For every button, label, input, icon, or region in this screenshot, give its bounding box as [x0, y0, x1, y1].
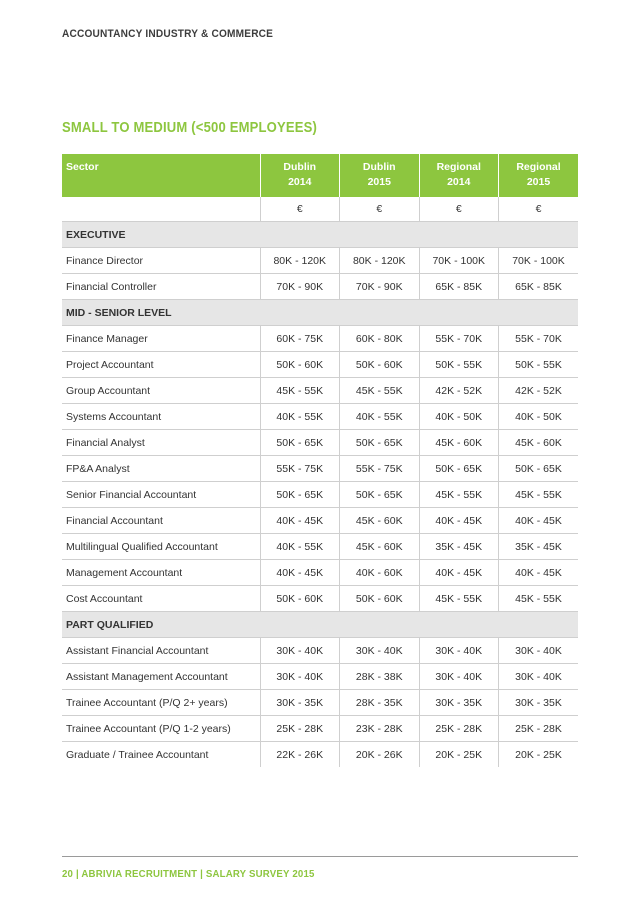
salary-cell: 45K - 55K [419, 586, 499, 612]
salary-cell: 28K - 35K [340, 690, 420, 716]
role-label: Assistant Financial Accountant [62, 638, 260, 664]
salary-cell: 30K - 40K [499, 638, 579, 664]
column-header-line2: 2015 [367, 176, 391, 188]
role-label: Trainee Accountant (P/Q 2+ years) [62, 690, 260, 716]
salary-cell: 50K - 60K [340, 586, 420, 612]
salary-cell: 30K - 35K [260, 690, 340, 716]
salary-cell: 40K - 60K [340, 560, 420, 586]
role-label: Management Accountant [62, 560, 260, 586]
column-header [419, 154, 499, 197]
table-row [62, 482, 578, 508]
footer-divider [62, 856, 578, 857]
column-header-line2: 2014 [447, 176, 471, 188]
role-label: Graduate / Trainee Accountant [62, 742, 260, 768]
table-row [62, 534, 578, 560]
salary-cell: 45K - 55K [499, 586, 579, 612]
column-header-line2: 2015 [526, 176, 551, 188]
column-header-sector [62, 154, 260, 197]
currency-blank-cell [62, 197, 260, 222]
table-row [62, 404, 578, 430]
salary-cell: 40K - 55K [340, 404, 420, 430]
salary-cell: 40K - 45K [419, 508, 499, 534]
role-label: FP&A Analyst [62, 456, 260, 482]
currency-cell: € [260, 197, 340, 222]
table-row [62, 248, 578, 274]
salary-cell: 70K - 90K [260, 274, 340, 300]
table-row [62, 690, 578, 716]
salary-cell: 20K - 26K [340, 742, 420, 768]
column-header-line2: 2014 [288, 176, 312, 188]
table-row [62, 326, 578, 352]
currency-cell: € [419, 197, 499, 222]
salary-cell: 45K - 55K [260, 378, 340, 404]
role-label: Project Accountant [62, 352, 260, 378]
salary-cell: 35K - 45K [419, 534, 499, 560]
salary-cell: 40K - 55K [260, 534, 340, 560]
salary-cell: 50K - 60K [260, 586, 340, 612]
currency-row [62, 197, 578, 222]
salary-cell: 45K - 55K [499, 482, 579, 508]
salary-cell: 55K - 75K [340, 456, 420, 482]
salary-cell: 30K - 40K [419, 638, 499, 664]
section-title: SMALL TO MEDIUM (<500 EMPLOYEES) [62, 120, 318, 136]
salary-cell: 50K - 65K [419, 456, 499, 482]
salary-cell: 50K - 55K [419, 352, 499, 378]
salary-cell: 25K - 28K [419, 716, 499, 742]
salary-cell: 23K - 28K [340, 716, 420, 742]
salary-cell: 30K - 35K [499, 690, 579, 716]
salary-cell: 50K - 65K [260, 430, 340, 456]
currency-cell: € [499, 197, 579, 222]
salary-cell: 30K - 35K [419, 690, 499, 716]
table-row [62, 586, 578, 612]
role-label: Senior Financial Accountant [62, 482, 260, 508]
table-row [62, 716, 578, 742]
salary-cell: 25K - 28K [499, 716, 579, 742]
salary-cell: 25K - 28K [260, 716, 340, 742]
salary-cell: 30K - 40K [260, 664, 340, 690]
role-label: Multilingual Qualified Accountant [62, 534, 260, 560]
salary-cell: 35K - 45K [499, 534, 579, 560]
salary-cell: 30K - 40K [419, 664, 499, 690]
role-label: Systems Accountant [62, 404, 260, 430]
role-label: Financial Accountant [62, 508, 260, 534]
salary-cell: 45K - 55K [340, 378, 420, 404]
salary-table [62, 154, 578, 767]
column-header [340, 154, 420, 197]
salary-cell: 55K - 75K [260, 456, 340, 482]
salary-cell: 70K - 100K [419, 248, 499, 274]
role-label: Group Accountant [62, 378, 260, 404]
salary-cell: 45K - 60K [499, 430, 579, 456]
salary-cell: 60K - 75K [260, 326, 340, 352]
role-label: Financial Analyst [62, 430, 260, 456]
table-row [62, 430, 578, 456]
salary-cell: 70K - 100K [499, 248, 579, 274]
salary-cell: 42K - 52K [419, 378, 499, 404]
column-header [499, 154, 579, 197]
salary-cell: 42K - 52K [499, 378, 579, 404]
table-row [62, 456, 578, 482]
section-row [62, 300, 578, 326]
salary-cell: 30K - 40K [499, 664, 579, 690]
salary-cell: 65K - 85K [499, 274, 579, 300]
salary-cell: 40K - 45K [260, 560, 340, 586]
salary-cell: 22K - 26K [260, 742, 340, 768]
role-label: Finance Director [62, 248, 260, 274]
table-body [62, 197, 578, 767]
table-row [62, 378, 578, 404]
salary-cell: 40K - 45K [499, 508, 579, 534]
column-header-line1: Regional [436, 161, 481, 173]
salary-cell: 50K - 65K [499, 456, 579, 482]
role-label: Cost Accountant [62, 586, 260, 612]
salary-cell: 80K - 120K [260, 248, 340, 274]
column-header-line1: Dublin [283, 161, 317, 173]
salary-cell: 40K - 45K [419, 560, 499, 586]
salary-cell: 40K - 50K [419, 404, 499, 430]
salary-cell: 30K - 40K [340, 638, 420, 664]
section-row [62, 222, 578, 248]
salary-cell: 20K - 25K [499, 742, 579, 768]
salary-cell: 20K - 25K [419, 742, 499, 768]
salary-cell: 40K - 50K [499, 404, 579, 430]
section-label: EXECUTIVE [62, 222, 578, 248]
salary-cell: 50K - 60K [260, 352, 340, 378]
salary-cell: 30K - 40K [260, 638, 340, 664]
role-label: Assistant Management Accountant [62, 664, 260, 690]
role-label: Trainee Accountant (P/Q 1-2 years) [62, 716, 260, 742]
table-row [62, 274, 578, 300]
table-header [62, 154, 578, 197]
salary-cell: 28K - 38K [340, 664, 420, 690]
role-label: Financial Controller [62, 274, 260, 300]
section-row [62, 612, 578, 638]
salary-cell: 40K - 55K [260, 404, 340, 430]
salary-cell: 50K - 65K [340, 430, 420, 456]
page-footer: 20 | ABRIVIA RECRUITMENT | SALARY SURVEY 2015 [62, 868, 315, 880]
salary-cell: 50K - 65K [260, 482, 340, 508]
column-header [260, 154, 340, 197]
salary-cell: 40K - 45K [260, 508, 340, 534]
table-row [62, 638, 578, 664]
table-row [62, 560, 578, 586]
salary-cell: 55K - 70K [419, 326, 499, 352]
currency-cell: € [340, 197, 420, 222]
salary-cell: 60K - 80K [340, 326, 420, 352]
salary-cell: 65K - 85K [419, 274, 499, 300]
table-row [62, 664, 578, 690]
salary-cell: 55K - 70K [499, 326, 579, 352]
column-header-line1: Regional [516, 161, 561, 173]
salary-cell: 50K - 60K [340, 352, 420, 378]
page-header: ACCOUNTANCY INDUSTRY & COMMERCE [62, 28, 274, 40]
column-header-line1: Dublin [362, 161, 396, 173]
salary-cell: 45K - 55K [419, 482, 499, 508]
salary-cell: 50K - 65K [340, 482, 420, 508]
salary-cell: 45K - 60K [419, 430, 499, 456]
header-row [62, 154, 578, 197]
salary-cell: 70K - 90K [340, 274, 420, 300]
role-label: Finance Manager [62, 326, 260, 352]
section-label: PART QUALIFIED [62, 612, 578, 638]
salary-cell: 40K - 45K [499, 560, 579, 586]
table-row [62, 742, 578, 768]
column-header-line1: Sector [66, 161, 99, 173]
salary-cell: 50K - 55K [499, 352, 579, 378]
salary-cell: 45K - 60K [340, 508, 420, 534]
salary-cell: 45K - 60K [340, 534, 420, 560]
table-row [62, 508, 578, 534]
section-label: MID - SENIOR LEVEL [62, 300, 578, 326]
table-row [62, 352, 578, 378]
salary-cell: 80K - 120K [340, 248, 420, 274]
